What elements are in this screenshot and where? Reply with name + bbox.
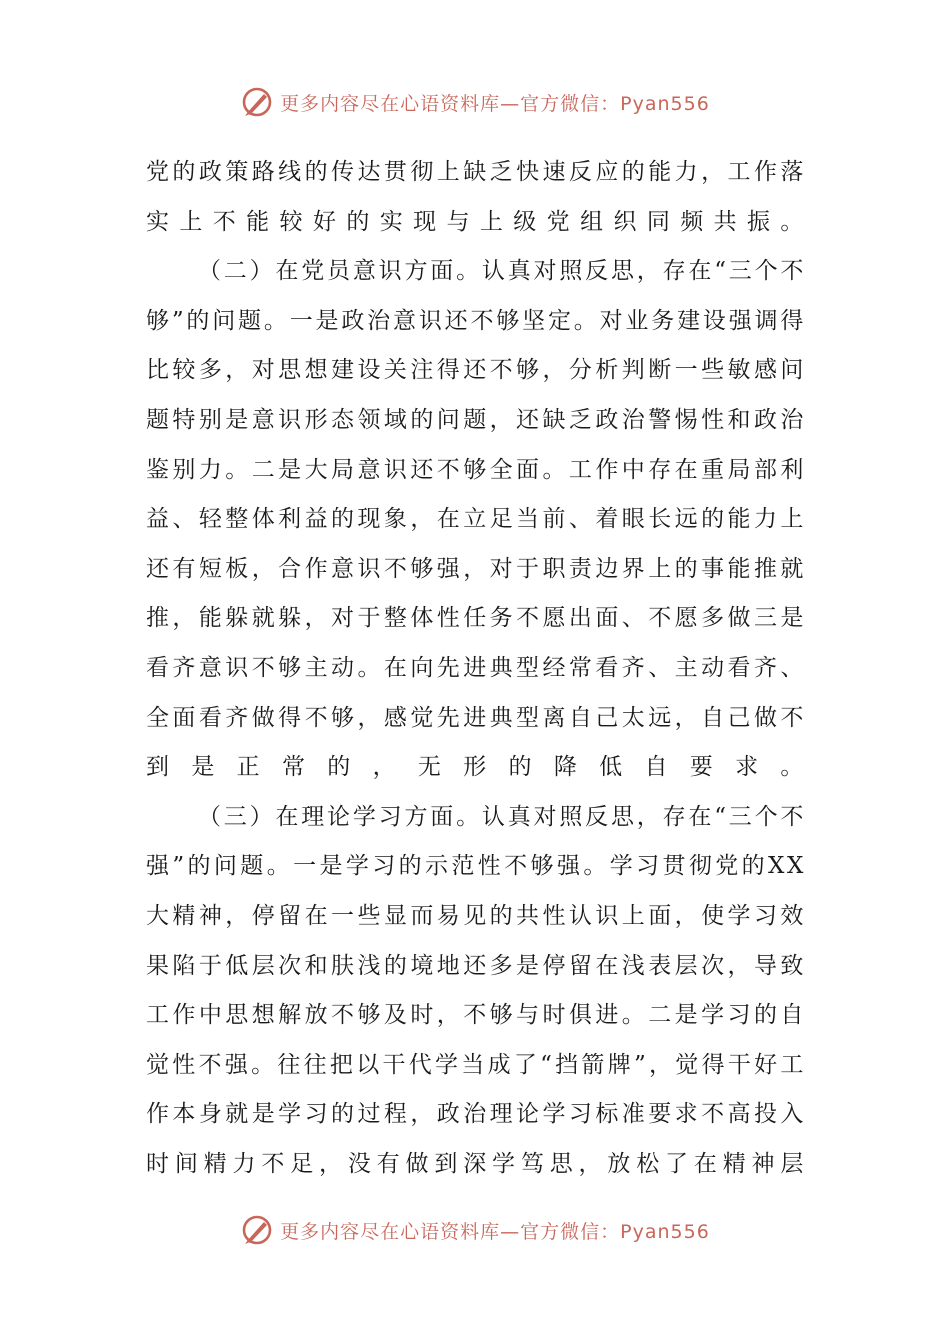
document-body xyxy=(146,148,806,1189)
text-line: 做不到是正常的，无形的降低自要求。 xyxy=(146,704,806,781)
text-line: 效果陷于低层次和肤浅的境地还多是停留在浅表层次，导 xyxy=(146,902,806,979)
paragraph-continued xyxy=(146,148,806,247)
text-line: 推就推，能躲就躲，对于整体性任务不愿出面、不愿多做 xyxy=(146,555,806,632)
text-line: 调得比较多，对思想建设关注得还不够，分析判断一些敏 xyxy=(146,307,806,384)
footer-text: 更多内容尽在心语资料库—官方微信：Pyan556 xyxy=(280,1220,710,1243)
text-line: 感问题特别是意识形态领域的问题，还缺乏政治警惕性和 xyxy=(146,357,806,433)
text-line: 投入时间精力不足，没有做到深学笃思，放松了在精神层 xyxy=(146,1101,806,1177)
text-line: 致工作中思想解放不够及时，不够与时俱进。二是学习的 xyxy=(146,952,806,1029)
text-line: 不强”的问题。一是学习的示范性不够强。学习贯彻党的 xyxy=(146,803,806,880)
text-line: （三）在理论学习方面。认真对照反思，存在“三个 xyxy=(198,803,781,830)
paragraph-party-awareness xyxy=(146,247,806,793)
text-line: 实上不能较好的实现与上级党组织同频共振。 xyxy=(146,208,806,235)
pen-circle-logo-icon xyxy=(240,85,274,119)
header-banner xyxy=(0,82,950,122)
text-line: 自觉性不强。往往把以干代学当成了“挡箭牌”，觉得干 xyxy=(146,1002,806,1078)
text-line: 党的政策路线的传达贯彻上缺乏快速反应的能力，工作落 xyxy=(146,159,806,185)
text-line: 部利益、轻整体利益的现象，在立足当前、着眼长远的能 xyxy=(146,456,806,533)
text-line: XX大精神，停留在一些显而易见的共性认识上面，使学习 xyxy=(146,853,806,929)
header-text: 更多内容尽在心语资料库—官方微信：Pyan556 xyxy=(280,92,710,115)
text-line: 齐、全面看齐做得不够，感觉先进典型离自己太远，自己 xyxy=(146,654,806,731)
text-line: 好工作本身就是学习的过程，政治理论学习标准要求不高 xyxy=(146,1051,807,1128)
text-line: 不够”的问题。一是政治意识还不够坚定。对业务建设强 xyxy=(146,258,806,334)
text-line: （二）在党员意识方面。认真对照反思，存在“三个 xyxy=(198,258,781,285)
text-line: 政治鉴别力。二是大局意识还不够全面。工作中存在重局 xyxy=(146,406,806,483)
footer-banner xyxy=(0,1210,950,1250)
text-line: 三是看齐意识不够主动。在向先进典型经常看齐、主动看 xyxy=(146,605,806,681)
text-line: 力上还有短板，合作意识不够强，对于职责边界上的事能 xyxy=(146,506,806,582)
pen-circle-logo-icon xyxy=(240,1213,274,1247)
paragraph-theory-study xyxy=(146,793,806,1190)
